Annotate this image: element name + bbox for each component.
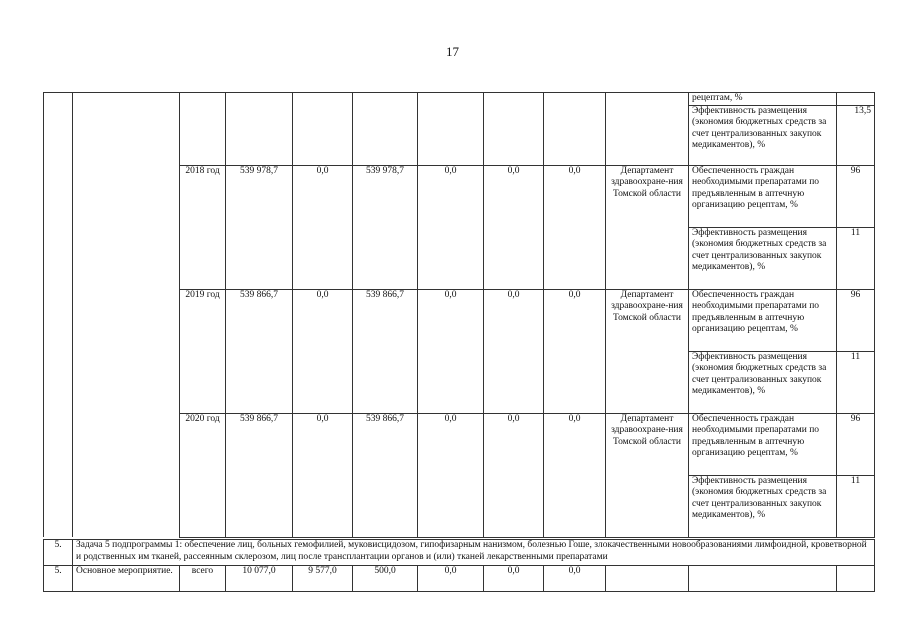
extra-cell: 0,0 [544, 413, 606, 537]
table-row [44, 540, 875, 566]
table-row [44, 93, 875, 106]
activity-number: 5. [44, 566, 73, 592]
value-cell: 96 [837, 165, 875, 227]
value-cell: 96 [837, 413, 875, 475]
other-cell: 0,0 [484, 165, 544, 289]
federal-cell: 0,0 [293, 413, 353, 537]
extra-cell: 0,0 [544, 289, 606, 413]
extra-cell: 0,0 [544, 165, 606, 289]
executor-cell: Департамент здравоохране-ния Томской области [606, 413, 689, 537]
indicator-cell: Обеспеченность граждан необходимыми препаратами по предъявленным в аптечную организацию рецептам, % [689, 165, 837, 227]
value-cell: 96 [837, 289, 875, 351]
indicator-cell: Эффективность размещения (экономия бюджетных средств за счет централизованных закупок медикаментов), % [689, 105, 837, 165]
table-row [44, 566, 875, 592]
total-cell: 10 077,0 [226, 566, 293, 592]
task-table [43, 539, 875, 592]
executor-cell: Департамент здравоохране-ния Томской области [606, 165, 689, 289]
executor-cell: Департамент здравоохране-ния Томской области [606, 289, 689, 413]
federal-cell: 0,0 [293, 289, 353, 413]
local-cell: 0,0 [418, 165, 484, 289]
value-cell: 11 [837, 351, 875, 413]
indicator-cell: Обеспеченность граждан необходимыми препаратами по предъявленным в аптечную организацию рецептам, % [689, 289, 837, 351]
indicator-cell: Эффективность размещения (экономия бюджетных средств за счет централизованных закупок медикаментов), % [689, 475, 837, 537]
activity-name: Основное мероприятие. [73, 566, 180, 592]
year-cell: 2020 год [180, 413, 226, 537]
local-cell: 0,0 [418, 413, 484, 537]
regional-cell: 539 978,7 [353, 165, 418, 289]
value-cell: 11 [837, 227, 875, 289]
program-table [43, 92, 875, 538]
other-cell: 0,0 [484, 289, 544, 413]
task-number: 5. [44, 540, 73, 566]
federal-cell: 0,0 [293, 165, 353, 289]
extra-cell: 0,0 [544, 566, 606, 592]
year-cell: 2018 год [180, 165, 226, 289]
value-cell: 11 [837, 475, 875, 537]
local-cell: 0,0 [418, 289, 484, 413]
period-cell: всего [180, 566, 226, 592]
regional-cell: 539 866,7 [353, 413, 418, 537]
regional-cell: 500,0 [353, 566, 418, 592]
value-cell: 13,5 [837, 105, 875, 165]
total-cell: 539 866,7 [226, 413, 293, 537]
other-cell: 0,0 [484, 566, 544, 592]
task-description: Задача 5 подпрограммы 1: обеспечение лиц, больных гемофилией, муковисцидозом, гипофизарным нанизмом, болезнью Гоше, злокачественными новообразованиями лимфоидной, кроветворной и родственных им тканей, рассеянным склерозом, лиц после трансплантации органов и (или) тканей лекарственными препаратами [73, 540, 875, 566]
indicator-cell: Эффективность размещения (экономия бюджетных средств за счет централизованных закупок медикаментов), % [689, 227, 837, 289]
total-cell: 539 866,7 [226, 289, 293, 413]
num-cell-empty [44, 93, 73, 538]
indicator-cell: Обеспеченность граждан необходимыми препаратами по предъявленным в аптечную организацию рецептам, % [689, 413, 837, 475]
indicator-cell: рецептам, % [689, 93, 837, 106]
indicator-cell: Эффективность размещения (экономия бюджетных средств за счет централизованных закупок медикаментов), % [689, 351, 837, 413]
regional-cell: 539 866,7 [353, 289, 418, 413]
page-number: 17 [446, 44, 459, 59]
total-cell: 539 978,7 [226, 165, 293, 289]
name-cell-empty [73, 93, 180, 538]
other-cell: 0,0 [484, 413, 544, 537]
local-cell: 0,0 [418, 566, 484, 592]
federal-cell: 9 577,0 [293, 566, 353, 592]
year-cell: 2019 год [180, 289, 226, 413]
